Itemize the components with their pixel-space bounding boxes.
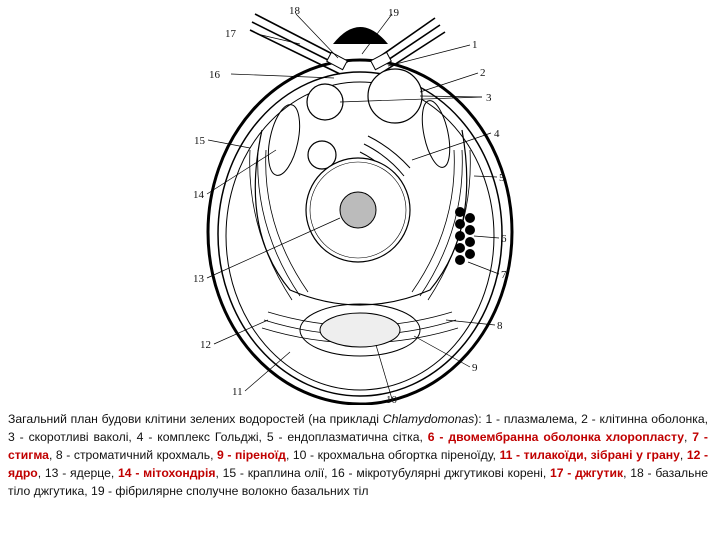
label-11: 11 [232, 386, 243, 398]
label-16: 16 [209, 69, 220, 81]
label-8: 8 [497, 320, 503, 332]
caption-part: , [684, 430, 693, 444]
label-1: 1 [472, 39, 478, 51]
figure-caption [8, 410, 708, 500]
caption-part: , 10 - крохмальна обгортка піреноїду, [285, 448, 500, 462]
label-6: 6 [501, 233, 507, 245]
caption-highlight: 14 - мітохондрія [118, 466, 216, 480]
caption-highlight: 6 - двомембранна оболонка хлоропласту [427, 430, 684, 444]
label-5: 5 [499, 172, 505, 184]
caption-highlight: 12 - ядро [8, 448, 709, 480]
pyrenoid [320, 313, 400, 347]
contractile-vacuole-1 [368, 69, 422, 123]
caption-part: ): 1 - плазмалема, 2 - клітинна оболонка, 3 - скоротливі ваколі, 4 - комплекс Гольджі, 5 - ендоплазматична сітка, [8, 412, 708, 444]
label-7: 7 [501, 269, 507, 281]
caption-highlight: 17 - джгутик [550, 466, 624, 480]
label-10: 10 [386, 394, 397, 405]
caption-part: , 8 - строматичний крохмаль, [48, 448, 218, 462]
caption-highlight: 11 - тилакоїди, зібрані у грану [499, 448, 680, 462]
basal-body-right [371, 52, 392, 69]
label-9: 9 [472, 362, 478, 374]
nucleolus [340, 192, 376, 228]
basal-body-left [327, 52, 348, 69]
label-14: 14 [193, 189, 204, 201]
caption-part: Загальний план будови клітини зелених водоростей (на прикладі [8, 412, 383, 426]
caption-part: , 18 - базальне тіло джгутика, 19 - фібрилярне сполучне волокно базальних тіл [8, 466, 708, 498]
mitochondrion-left [263, 102, 305, 178]
caption-species-name: Chlamydomonas [382, 412, 475, 426]
label-3: 3 [486, 92, 492, 104]
label-13: 13 [193, 273, 204, 285]
caption-part: , [679, 448, 687, 462]
label-2: 2 [480, 67, 486, 79]
label-12: 12 [200, 339, 211, 351]
label-17: 17 [225, 28, 236, 40]
caption-part: , 15 - краплина олії, 16 - мікротубулярні джгутикові корені, [215, 466, 550, 480]
label-4: 4 [494, 128, 500, 140]
contractile-vacuole-2 [307, 84, 343, 120]
caption-highlight: 9 - піреноїд [217, 448, 286, 462]
label-15: 15 [194, 135, 205, 147]
caption-highlight: 7 - стигма [8, 430, 708, 462]
apical-papilla [333, 27, 388, 44]
caption-part: , 13 - ядерце, [37, 466, 119, 480]
stigma [455, 207, 475, 265]
label-18: 18 [289, 5, 300, 17]
label-19: 19 [388, 7, 399, 19]
